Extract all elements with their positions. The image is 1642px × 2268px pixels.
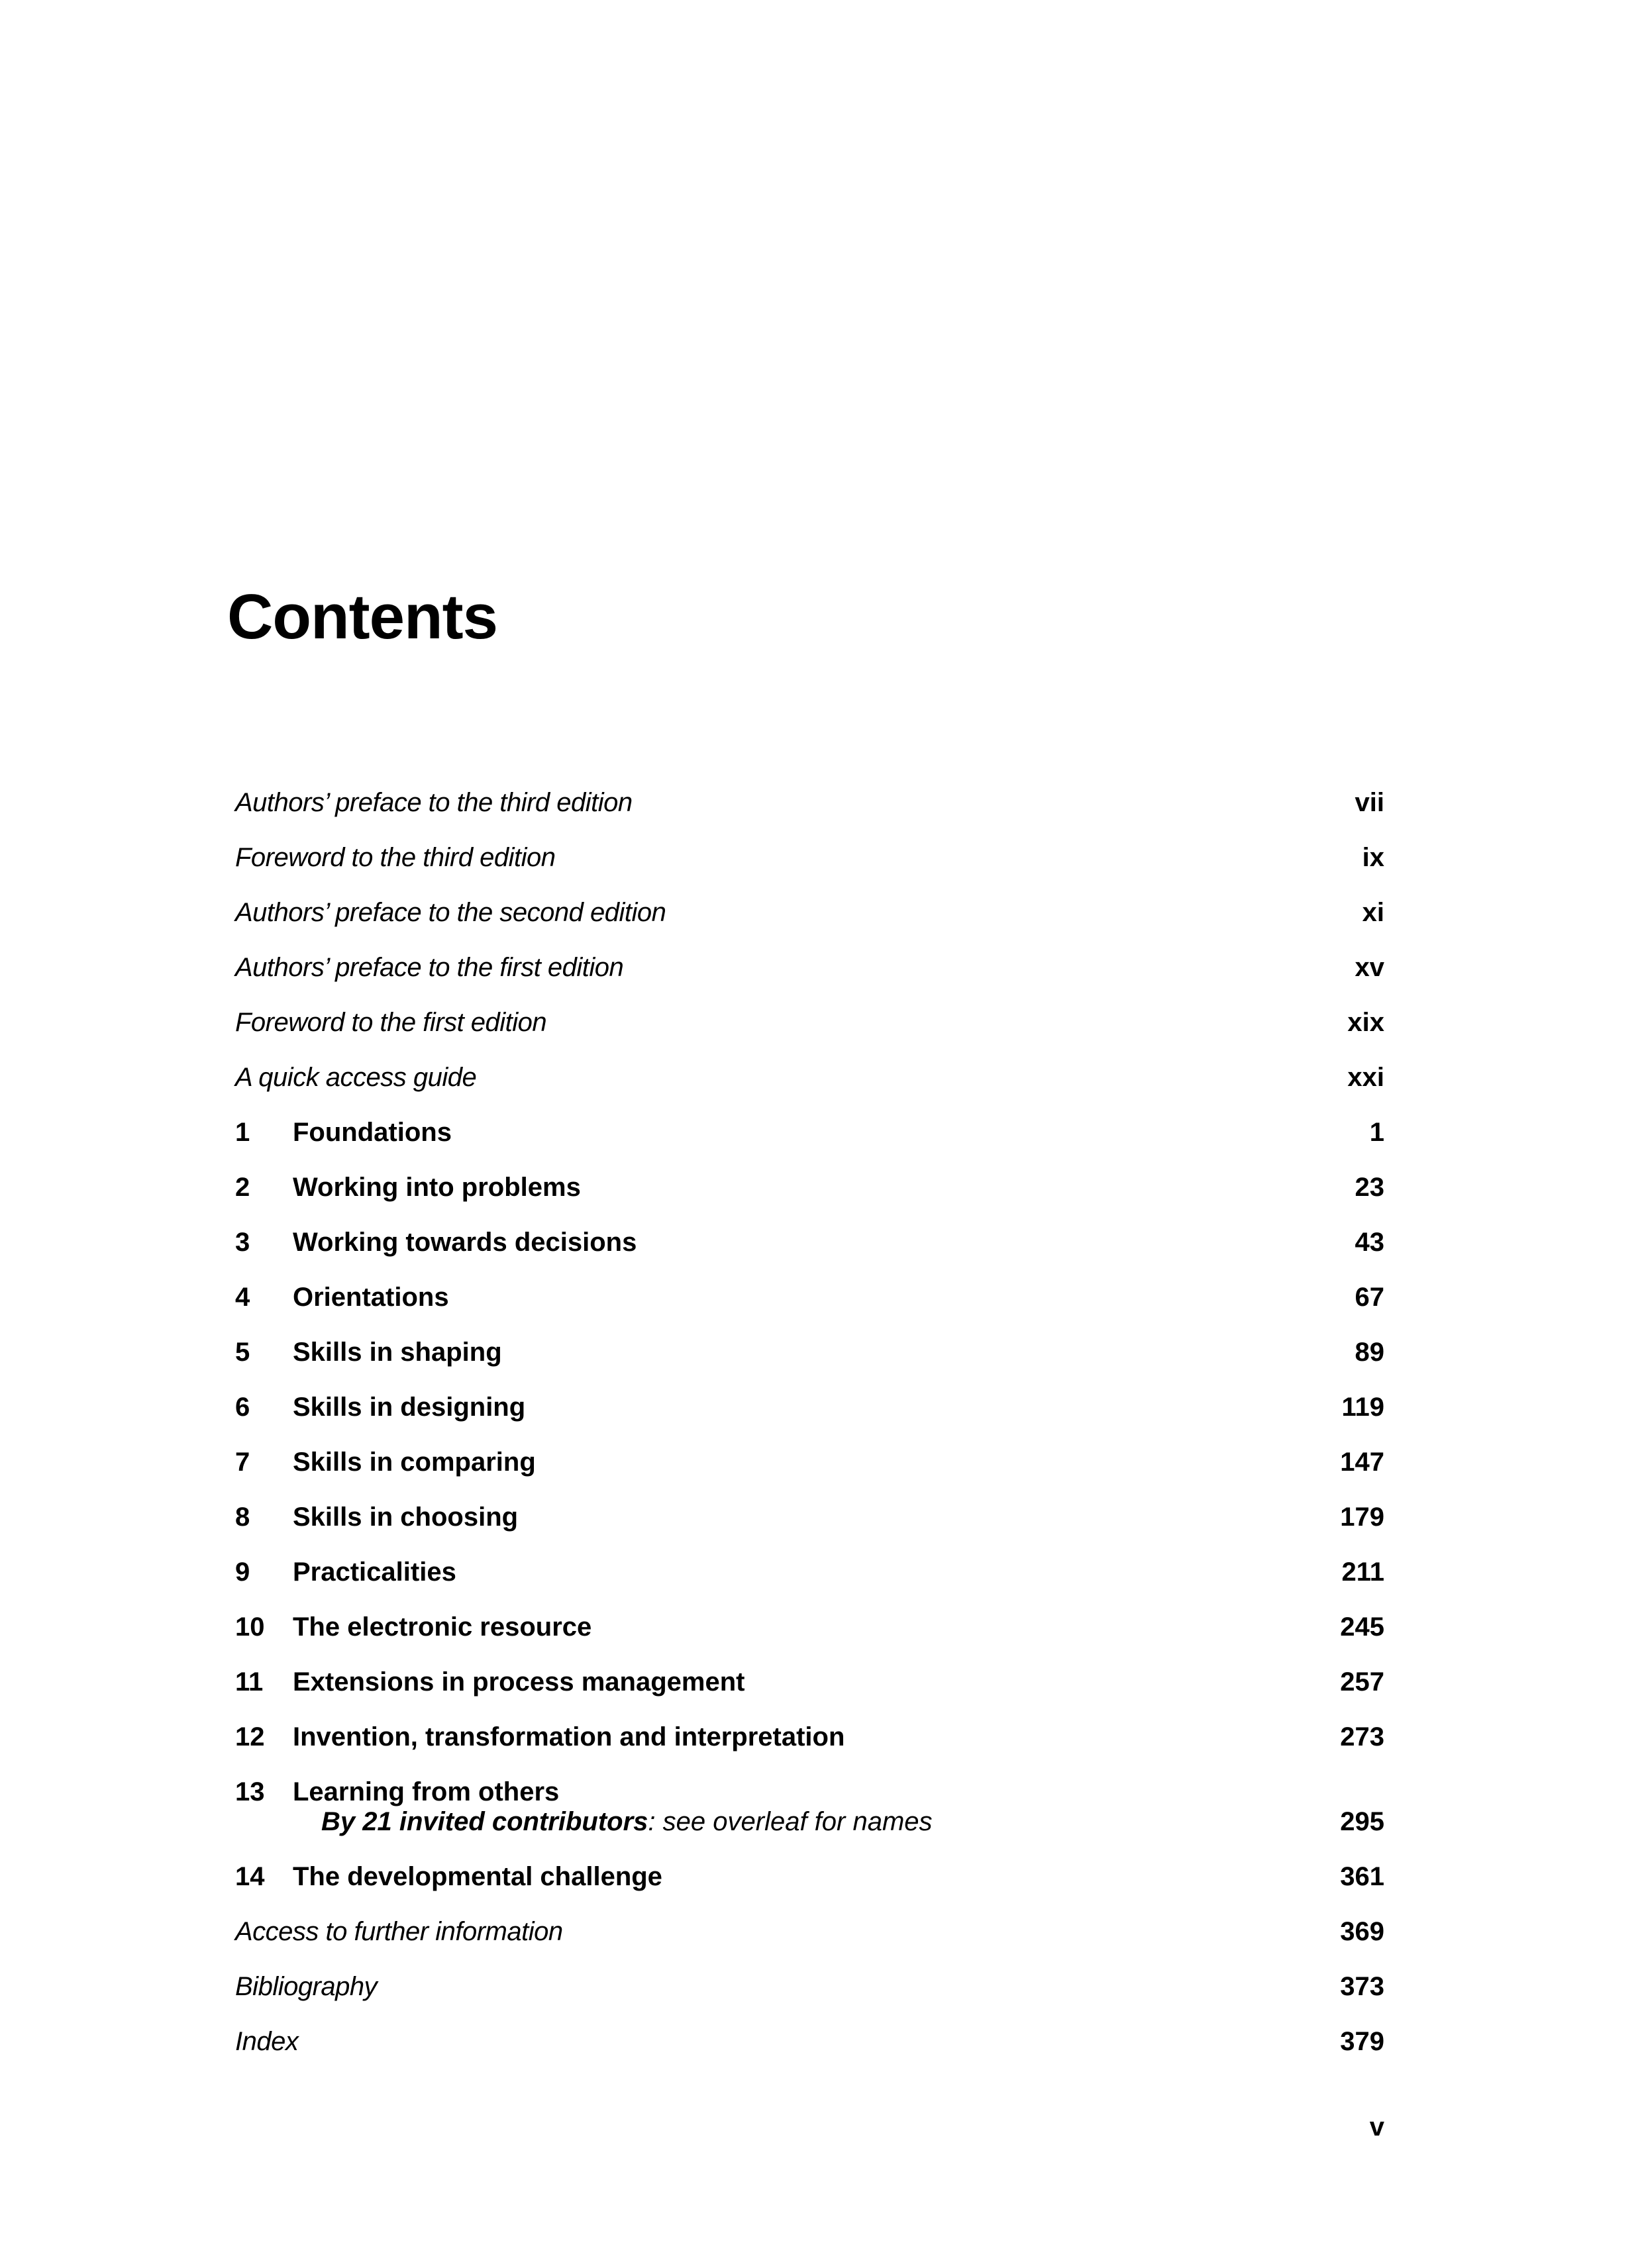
chapter-title: Foundations	[293, 1118, 452, 1147]
toc-entry-chapter[interactable]	[235, 1714, 1384, 1769]
toc-entry-page: xv	[1355, 953, 1384, 982]
chapter-number: 14	[235, 1862, 265, 1891]
toc-entry-page: 379	[1340, 2027, 1384, 2056]
chapter-number: 6	[235, 1393, 250, 1422]
chapter-title: Skills in comparing	[293, 1448, 536, 1477]
chapter-title: Skills in shaping	[293, 1338, 502, 1367]
chapter-number: 11	[235, 1667, 264, 1697]
toc-entry-title: Authors’ preface to the third edition	[235, 788, 633, 817]
toc-entry-chapter[interactable]	[235, 1275, 1384, 1330]
toc-entry-page: vii	[1355, 788, 1384, 817]
toc-entry-page: 147	[1340, 1448, 1384, 1477]
toc-entry-back-matter[interactable]	[235, 1964, 1384, 2019]
chapter-number: 3	[235, 1228, 250, 1257]
toc-entry-chapter[interactable]	[235, 1495, 1384, 1550]
page-folio: v	[1369, 2112, 1384, 2142]
chapter-number: 12	[235, 1722, 265, 1751]
chapter-title: The developmental challenge	[293, 1862, 662, 1891]
chapter-title: Orientations	[293, 1283, 449, 1312]
toc-entry-page: 257	[1340, 1667, 1384, 1697]
toc-entry-front-matter[interactable]	[235, 890, 1384, 945]
toc-entry-page: xi	[1362, 898, 1384, 927]
toc-entry-page: xix	[1347, 1008, 1384, 1037]
table-of-contents	[235, 780, 1384, 2074]
toc-entry-chapter[interactable]	[235, 1769, 1384, 1854]
chapter-number: 9	[235, 1557, 250, 1587]
toc-entry-title: Access to further information	[235, 1917, 563, 1946]
toc-entry-page: 89	[1355, 1338, 1384, 1367]
chapter-number: 4	[235, 1283, 250, 1312]
toc-entry-chapter[interactable]	[235, 1550, 1384, 1604]
toc-entry-page: 295	[1340, 1807, 1384, 1836]
toc-entry-title: Foreword to the first edition	[235, 1008, 547, 1037]
chapter-title: Invention, transformation and interpretation	[293, 1722, 845, 1751]
chapter-title: Skills in choosing	[293, 1503, 519, 1532]
toc-entry-front-matter[interactable]	[235, 1000, 1384, 1055]
toc-entry-front-matter[interactable]	[235, 780, 1384, 835]
toc-entry-chapter[interactable]	[235, 1604, 1384, 1659]
toc-entry-page: ix	[1362, 843, 1384, 872]
toc-entry-title: Authors’ preface to the second edition	[235, 898, 666, 927]
chapter-number: 7	[235, 1448, 250, 1477]
chapter-number: 10	[235, 1612, 265, 1642]
toc-entry-front-matter[interactable]	[235, 1055, 1384, 1110]
toc-entry-chapter[interactable]	[235, 1165, 1384, 1220]
toc-entry-title: Bibliography	[235, 1972, 378, 2001]
toc-entry-page: 211	[1341, 1557, 1384, 1587]
toc-entry-chapter[interactable]	[235, 1659, 1384, 1714]
toc-entry-page: 43	[1355, 1228, 1384, 1257]
toc-entry-page: 273	[1340, 1722, 1384, 1751]
chapter-number: 2	[235, 1173, 250, 1202]
toc-entry-page: 245	[1340, 1612, 1384, 1642]
chapter-subtitle-rest: : see overleaf for names	[648, 1807, 933, 1836]
chapter-title: The electronic resource	[293, 1612, 592, 1642]
toc-entry-front-matter[interactable]	[235, 945, 1384, 1000]
toc-entry-title: Foreword to the third edition	[235, 843, 556, 872]
chapter-title: Learning from others	[293, 1777, 560, 1806]
toc-entry-chapter[interactable]	[235, 1440, 1384, 1495]
chapter-number: 13	[235, 1777, 265, 1806]
chapter-title: Working towards decisions	[293, 1228, 637, 1257]
toc-entry-page: 119	[1341, 1393, 1384, 1422]
toc-entry-chapter[interactable]	[235, 1330, 1384, 1385]
toc-entry-page: 67	[1355, 1283, 1384, 1312]
chapter-title: Extensions in process management	[293, 1667, 745, 1697]
chapter-subtitle	[321, 1808, 933, 1835]
toc-entry-page: 361	[1340, 1862, 1384, 1891]
page-title: Contents	[227, 581, 497, 653]
toc-entry-title: Authors’ preface to the first edition	[235, 953, 624, 982]
toc-entry-front-matter[interactable]	[235, 835, 1384, 890]
chapter-subtitle-bold: By 21 invited contributors	[321, 1807, 648, 1836]
toc-entry-back-matter[interactable]	[235, 2019, 1384, 2074]
toc-entry-chapter[interactable]	[235, 1854, 1384, 1909]
chapter-title: Skills in designing	[293, 1393, 526, 1422]
toc-entry-page: 369	[1340, 1917, 1384, 1946]
toc-entry-title: A quick access guide	[235, 1063, 477, 1092]
chapter-title: Practicalities	[293, 1557, 456, 1587]
toc-entry-page: xxi	[1347, 1063, 1384, 1092]
toc-entry-page: 373	[1340, 1972, 1384, 2001]
toc-entry-page: 179	[1340, 1503, 1384, 1532]
toc-entry-chapter[interactable]	[235, 1385, 1384, 1440]
toc-entry-back-matter[interactable]	[235, 1909, 1384, 1964]
toc-entry-chapter[interactable]	[235, 1110, 1384, 1165]
chapter-number: 1	[235, 1118, 250, 1147]
toc-entry-page: 23	[1355, 1173, 1384, 1202]
chapter-number: 5	[235, 1338, 250, 1367]
toc-entry-title: Index	[235, 2027, 299, 2056]
toc-entry-chapter[interactable]	[235, 1220, 1384, 1275]
toc-entry-page: 1	[1369, 1118, 1384, 1147]
chapter-number: 8	[235, 1503, 250, 1532]
chapter-title: Working into problems	[293, 1173, 581, 1202]
